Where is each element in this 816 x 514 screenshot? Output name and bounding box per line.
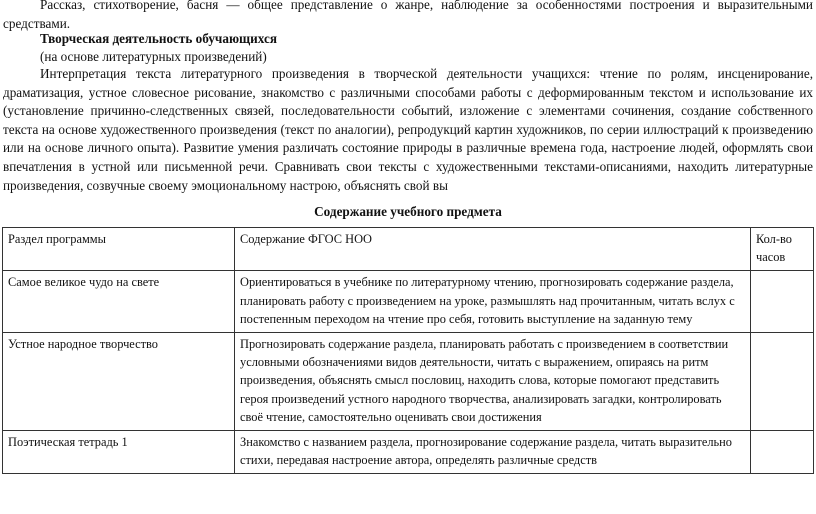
intro-paragraph-genres: Рассказ, стихотворение, басня — общее представление о жанре, наблюдение за особенностями построения и выразительными средствами. xyxy=(3,0,813,31)
row-content: Прогнозировать содержание раздела, планировать работать с произведением в соответствии условными обозначениями видов деятельности, читать с выражением, опираясь на ритм произведения, объяснять смысл пословиц, находить слова, которые помогают представить героя произведений устного народного творчества, анализировать загадки, контролировать своё чтение, самостоятельно оценивать свои достижения xyxy=(235,333,751,431)
table-row xyxy=(3,271,814,333)
header-section: Раздел программы xyxy=(3,228,235,271)
table-row xyxy=(3,431,814,474)
section-subheading: (на основе литературных произведений) xyxy=(40,49,267,64)
row-section: Устное народное творчество xyxy=(3,333,235,431)
table-header-row xyxy=(3,228,814,271)
row-content: Ориентироваться в учебнике по литературному чтению, прогнозировать содержание раздела, планировать работу с произведением на уроке, размышлять над прочитанным, читать вслух с постепенным переходом на чтение про себя, готовить выступление на заданную тему xyxy=(235,271,751,333)
row-section: Поэтическая тетрадь 1 xyxy=(3,431,235,474)
row-hours xyxy=(751,271,814,333)
table-row xyxy=(3,333,814,431)
row-content: Знакомство с названием раздела, прогнозирование содержание раздела, читать выразительно стихи, передавая настроение автора, определять различные средств xyxy=(235,431,751,474)
section-heading-creative-activity: Творческая деятельность обучающихся xyxy=(40,31,277,46)
table-title: Содержание учебного предмета xyxy=(314,204,502,219)
row-section: Самое великое чудо на свете xyxy=(3,271,235,333)
row-hours xyxy=(751,431,814,474)
curriculum-table xyxy=(2,227,814,474)
header-content: Содержание ФГОС НОО xyxy=(235,228,751,271)
intro-paragraph-interpretation: Интерпретация текста литературного произведения в творческой деятельности учащихся: чтение по ролям, инсценирование, драматизация, устное словесное рисование, знакомство с различными способами работы с деформированным текстом и использование их (установление причинно-следственных связей, последовательности событий, изложение с элементами сочинения, создание собственного текста на основе художественного произведения (текст по аналогии), репродукций картин художников, по серии иллюстраций к произведению или на основе личного опыта). Развитие умения различать состояние природы в различные времена года, настроение людей, оформлять свои впечатления в устной или письменной речи. Сравнивать свои тексты с художественными текстами-описаниями, находить литературные произведения, созвучные своему эмоциональному настрою, объяснять свой вы xyxy=(3,66,813,193)
row-hours xyxy=(751,333,814,431)
header-hours: Кол-во часов xyxy=(751,228,814,271)
